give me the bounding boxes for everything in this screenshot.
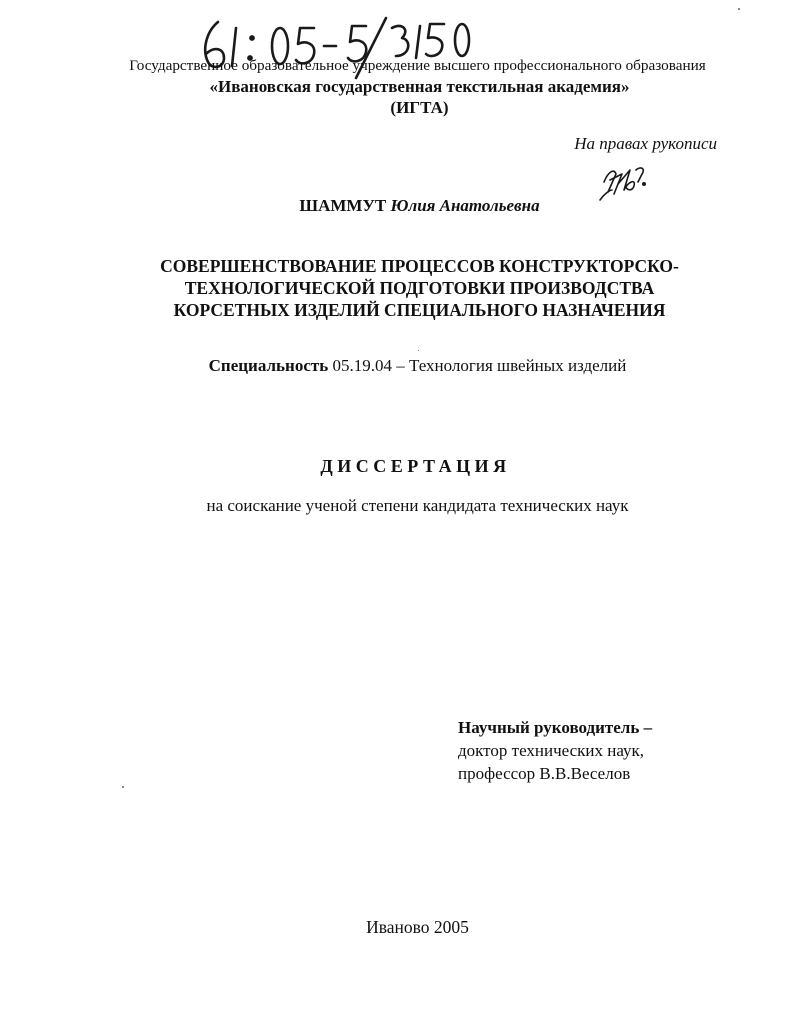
document-type: ДИССЕРТАЦИЯ bbox=[320, 456, 511, 476]
scan-speck bbox=[418, 350, 419, 351]
scan-speck bbox=[122, 786, 124, 788]
author-given-names: Юлия Анатольевна bbox=[390, 196, 540, 215]
supervisor-block bbox=[458, 716, 652, 785]
supervisor-name: профессор В.В.Веселов bbox=[458, 764, 631, 783]
author-surname: ШАММУТ bbox=[299, 196, 387, 215]
rights-note: На правах рукописи bbox=[574, 134, 717, 153]
degree-line: на соискание ученой степени кандидата технических наук bbox=[206, 496, 629, 515]
specialty-value: 05.19.04 – Технология швейных изделий bbox=[332, 356, 627, 375]
supervisor-degree: доктор технических наук, bbox=[458, 741, 645, 760]
specialty-label: Специальность bbox=[208, 356, 329, 375]
dissertation-title bbox=[20, 255, 799, 321]
supervisor-role: Научный руководитель – bbox=[458, 718, 653, 737]
specialty bbox=[18, 356, 799, 376]
institution-name: «Ивановская государственная текстильная академия» bbox=[209, 77, 630, 96]
institution-abbreviation: (ИГТА) bbox=[390, 98, 449, 117]
place-year: Иваново 2005 bbox=[366, 917, 469, 937]
title-line: ТЕХНОЛОГИЧЕСКОЙ ПОДГОТОВКИ ПРОИЗВОДСТВА bbox=[184, 278, 655, 298]
author-name bbox=[20, 196, 799, 216]
institution-line-1: Государственное образовательное учреждение высшего профессионального образования bbox=[129, 57, 706, 74]
scan-speck bbox=[738, 8, 740, 10]
title-line: СОВЕРШЕНСТВОВАНИЕ ПРОЦЕССОВ КОНСТРУКТОРСКО- bbox=[160, 256, 679, 276]
title-line: КОРСЕТНЫХ ИЗДЕЛИЙ СПЕЦИАЛЬНОГО НАЗНАЧЕНИЯ bbox=[173, 300, 666, 320]
